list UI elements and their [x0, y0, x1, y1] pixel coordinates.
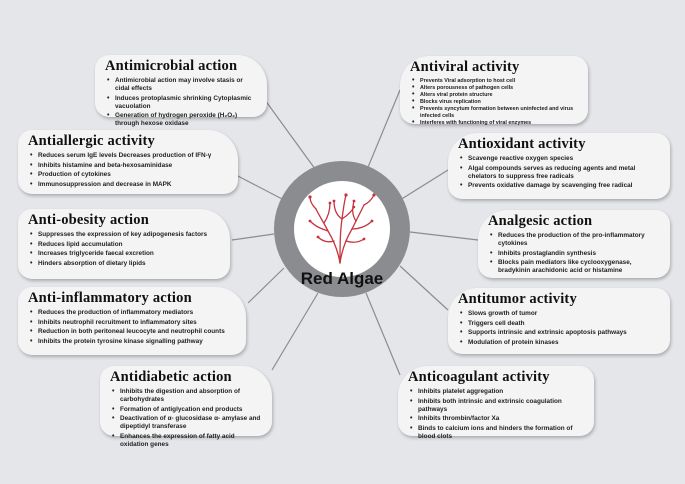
list-item: • Alters viral protein structure [420, 92, 580, 99]
list-item: • Scavenge reactive oxygen species [468, 155, 662, 163]
card-list [458, 155, 662, 190]
card-title: Antioxidant activity [458, 136, 586, 152]
card-title: Antimicrobial action [105, 58, 238, 74]
list-item: • Increases triglyceride faecal excretion [38, 250, 222, 258]
list-item: • Inhibits thrombin/factor Xa [418, 415, 586, 423]
list-item: • Binds to calcium ions and hinders the formation of blood clots [418, 425, 586, 441]
card-list [105, 77, 259, 128]
list-item: • Deactivation of α- glucosidase α- amylase and dipeptidyl transferase [120, 415, 264, 431]
card-title: Anticoagulant activity [408, 369, 550, 385]
list-item: • Algal compounds serves as reducing agents and metal chelators to suppress free radicals [468, 165, 662, 181]
list-item: • Formation of antiglycation end products [120, 406, 264, 414]
card-list [408, 388, 586, 441]
connector-antiviral [366, 90, 400, 172]
list-item: • Production of cytokines [38, 171, 230, 179]
card-antidiabetic [100, 366, 272, 448]
center-label: Red Algae [300, 269, 384, 288]
list-item: • Blocks pain mediators like cyclooxygenase, bradykinin arachidonic acid or histamine [498, 259, 662, 275]
connector-antidiabetic [272, 293, 318, 370]
list-item: • Prevents Viral adsorption to host cell [420, 78, 580, 85]
list-item: • Immunosuppression and decrease in MAPK [38, 181, 230, 189]
card-title: Anti-obesity action [28, 212, 150, 228]
list-item: • Inhibits histamine and beta-hexosaminidase [38, 162, 230, 170]
list-item: • Reduces the production of inflammatory mediators [38, 309, 238, 317]
center-hub [294, 181, 390, 277]
card-antimicrobial [95, 55, 267, 127]
connector-antioxidant [400, 170, 448, 200]
list-item: • Generation of hydrogen peroxide (H₂O₂) through hexose oxidase [115, 112, 259, 128]
connector-analgesic [410, 232, 478, 240]
list-item: • Suppresses the expression of key adipogenesis factors [38, 231, 222, 239]
list-item: • Induces protoplasmic shrinking Cytoplasmic vacuolation [115, 95, 259, 111]
list-item: • Enhances the expression of fatty acid oxidation genes [120, 433, 264, 449]
list-item: • Reduction in both peritoneal leucocyte and neutrophil counts [38, 328, 238, 336]
card-title: Antiviral activity [410, 59, 520, 75]
card-analgesic [478, 210, 670, 278]
connector-antiobesity [232, 234, 274, 240]
list-item: • Blocks virus replication [420, 99, 580, 106]
list-item: • Inhibits both intrinsic and extrinsic coagulation pathways [418, 398, 586, 414]
connector-antimicrobial [265, 100, 318, 173]
card-antioxidant [448, 133, 670, 199]
card-list [458, 310, 662, 347]
card-list [110, 388, 264, 449]
connector-anticoagulant [366, 293, 400, 375]
connector-antiallergic [236, 175, 284, 200]
card-list [28, 231, 222, 268]
card-list [410, 78, 580, 127]
list-item: • Slows growth of tumor [468, 310, 662, 318]
card-title: Antidiabetic action [110, 369, 232, 385]
card-antiviral [400, 56, 588, 127]
card-list [28, 309, 238, 346]
list-item: • Hinders absorption of dietary lipids [38, 260, 222, 268]
card-antiobesity [18, 209, 230, 279]
card-antiallergic [18, 130, 238, 194]
card-title: Antiallergic activity [28, 133, 156, 149]
red-seaweed-illustration [294, 181, 390, 277]
card-anticoagulant [398, 366, 594, 440]
list-item: • Alters porousness of pathogen cells [420, 85, 580, 92]
list-item: • Reduces serum IgE levels Decreases production of IFN-γ [38, 152, 230, 160]
list-item: • Triggers cell death [468, 320, 662, 328]
list-item: • Prevents oxidative damage by scavenging free radical [468, 182, 662, 190]
card-antiinflammatory [18, 287, 246, 355]
card-title: Anti-inflammatory action [28, 290, 192, 306]
list-item: • Inhibits prostaglandin synthesis [498, 250, 662, 258]
card-list [488, 232, 662, 275]
list-item: • Reduces lipid accumulation [38, 241, 222, 249]
list-item: • Inhibits the digestion and absorption of carbohydrates [120, 388, 264, 404]
list-item: • Prevents syncytum formation between uninfected and virus infected cells [420, 106, 580, 119]
card-title: Analgesic action [488, 213, 593, 229]
list-item: • Antimicrobial action may involve stasis or cidal effects [115, 77, 259, 93]
list-item: • Inhibits neutrophil recruitment to inflammatory sites [38, 319, 238, 327]
list-item: • Interferes with functioning of viral enzymes [420, 120, 580, 127]
card-list [28, 152, 230, 189]
list-item: • Reduces the production of the pro-inflammatory cytokines [498, 232, 662, 248]
card-antitumor [448, 288, 670, 354]
list-item: • Supports intrinsic and extrinsic apoptosis pathways [468, 329, 662, 337]
card-title: Antitumor activity [458, 291, 577, 307]
list-item: • Modulation of protein kinases [468, 339, 662, 347]
list-item: • Inhibits the protein tyrosine kinase signalling pathway [38, 338, 238, 346]
list-item: • Inhibits platelet aggregation [418, 388, 586, 396]
